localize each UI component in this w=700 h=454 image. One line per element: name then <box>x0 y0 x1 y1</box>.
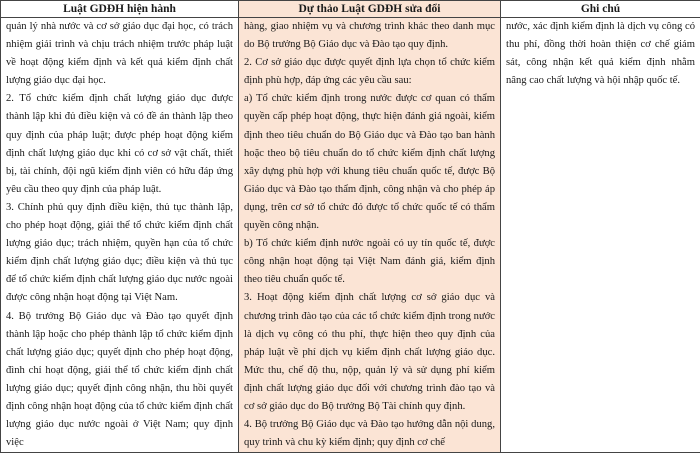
cell-current-law <box>1 18 239 453</box>
current-law-text: quản lý nhà nước và cơ sở giáo dục đại học, có trách nhiệm giải trình và chịu trách nhiệm trước pháp luật về hoạt động kiểm định và kết quả kiểm định chất lượng giáo dục đại học. 2. Tổ chức kiểm định chất lượng giáo dục được thành lập khi đủ điều kiện và có đề án thành lập theo quy định của pháp luật; được phép hoạt động kiểm định chất lượng giáo dục khi có cơ sở vật chất, thiết bị, tài chính, đội ngũ kiểm định viên có hữu đáp ứng yêu cầu theo quy định của pháp luật. 3. Chính phủ quy định điều kiện, thủ tục thành lập, cho phép hoạt động, giải thể tổ chức kiểm định chất lượng giáo dục; trách nhiệm, quyền hạn của tổ chức kiểm định chất lượng giáo dục; điều kiện và thủ tục để tổ chức kiểm định chất lượng giáo dục nước ngoài được công nhận hoạt động tại Việt Nam. 4. Bộ trưởng Bộ Giáo dục và Đào tạo quyết định thành lập hoặc cho phép thành lập tổ chức kiểm định chất lượng giáo dục; quyết định cho phép hoạt động, đình chỉ hoạt động, giải thể tổ chức kiểm định chất lượng giáo dục; quyết định công nhận, thu hồi quyết định công nhận hoạt động của tổ chức kiểm định chất lượng giáo dục nước ngoài ở Việt Nam; quy định việc <box>6 21 233 449</box>
header-draft-law: Dự thảo Luật GDĐH sửa đổi <box>239 1 501 18</box>
notes-text: nước, xác định kiểm định là dịch vụ công có thu phí, đồng thời hoàn thiện cơ chế giám sát, công nhận kết quả kiểm định nhằm nâng cao chất lượng và hội nhập quốc tế. <box>506 21 698 87</box>
draft-law-text: hàng, giao nhiệm vụ và chương trình khác theo danh mục do Bộ trưởng Bộ Giáo dục và Đào tạo quy định. 2. Cơ sở giáo dục được quyết định lựa chọn tổ chức kiểm định phù hợp, đáp ứng các yêu cầu sau: a) Tổ chức kiểm định trong nước được cơ quan có thẩm quyền cấp phép hoạt động, thực hiện đánh giá ngoài, kiểm định theo tiêu chuẩn do Bộ Giáo dục và Đào tạo ban hành hoặc theo bộ tiêu chuẩn do tổ chức kiểm định chất lượng xây dựng phù hợp với khung tiêu chuẩn quốc tế, được Bộ Giáo dục và Đào tạo thẩm định, công nhận và cho phép áp dụng, trên cơ sở tổ chức đó được tổ chức quốc tế có thẩm quyền công nhận. b) Tổ chức kiểm định nước ngoài có uy tín quốc tế, được công nhận hoạt động tại Việt Nam đánh giá, kiểm định theo tiêu chuẩn quốc tế. 3. Hoạt động kiểm định chất lượng cơ sở giáo dục và chương trình đào tạo của các tổ chức kiểm định trong nước là dịch vụ công có thu phí, thực hiện theo quy định của pháp luật về phí dịch vụ kiểm định chất lượng giáo dục. Mức thu, chế độ thu, nộp, quản lý và sử dụng phí kiểm định chất lượng giáo dục đối với chương trình đào tạo và cơ sở giáo dục do Bộ trưởng Bộ Tài chính quy định. 4. Bộ trưởng Bộ Giáo dục và Đào tạo hướng dẫn nội dung, quy trình và chu kỳ kiểm định; quy định cơ chế <box>244 21 495 449</box>
header-current-law: Luật GDĐH hiện hành <box>1 1 239 18</box>
table-header-row <box>1 1 700 18</box>
cell-draft-law <box>239 18 501 453</box>
table-row <box>1 18 700 453</box>
cell-notes <box>501 18 700 453</box>
header-notes: Ghi chú <box>501 1 700 18</box>
